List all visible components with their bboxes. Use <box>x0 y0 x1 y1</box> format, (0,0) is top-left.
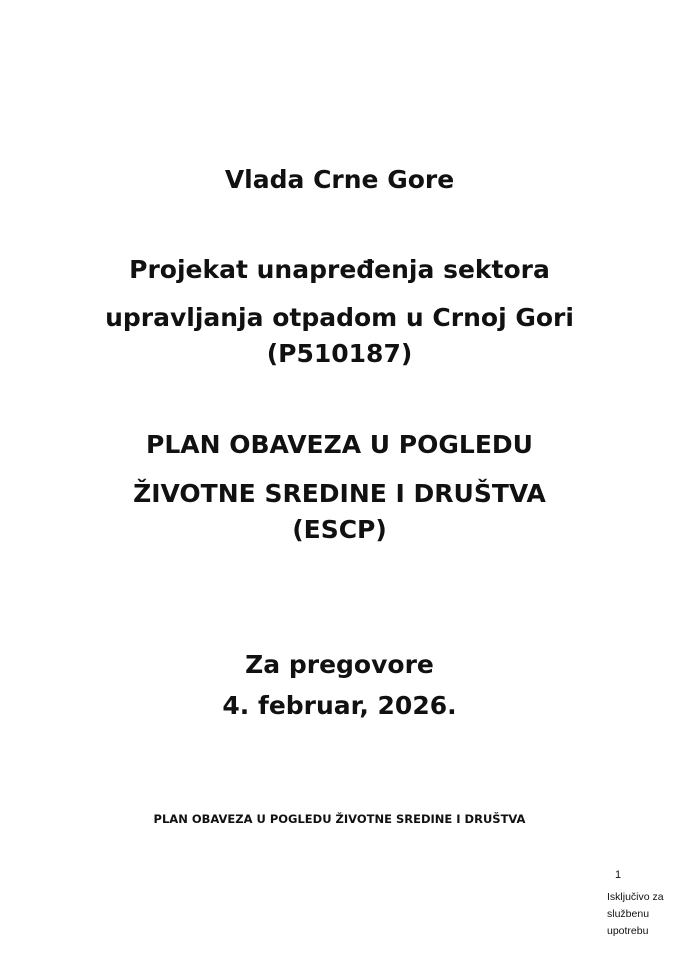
project-id: (P510187) <box>266 339 413 368</box>
classification-note <box>607 889 677 940</box>
document-status: Za pregovore <box>245 650 434 679</box>
document-date: 4. februar, 2026. <box>222 691 457 720</box>
page-number: 1 <box>615 869 622 881</box>
project-title-line-1: Projekat unapređenja sektora <box>129 255 550 284</box>
plan-title-line-1: PLAN OBAVEZA U POGLEDU <box>146 430 533 459</box>
classification-line: upotrebu <box>607 925 649 937</box>
project-title-line-2: upravljanja otpadom u Crnoj Gori <box>105 303 574 332</box>
plan-acronym: (ESCP) <box>292 515 387 544</box>
government-name: Vlada Crne Gore <box>224 165 455 194</box>
classification-line: Isključivo za <box>607 891 664 903</box>
plan-title-line-2: ŽIVOTNE SREDINE I DRUŠTVA <box>133 479 546 508</box>
classification-line: službenu <box>607 908 650 920</box>
footer-title: PLAN OBAVEZA U POGLEDU ŽIVOTNE SREDINE I DRUŠTVA <box>153 812 526 826</box>
